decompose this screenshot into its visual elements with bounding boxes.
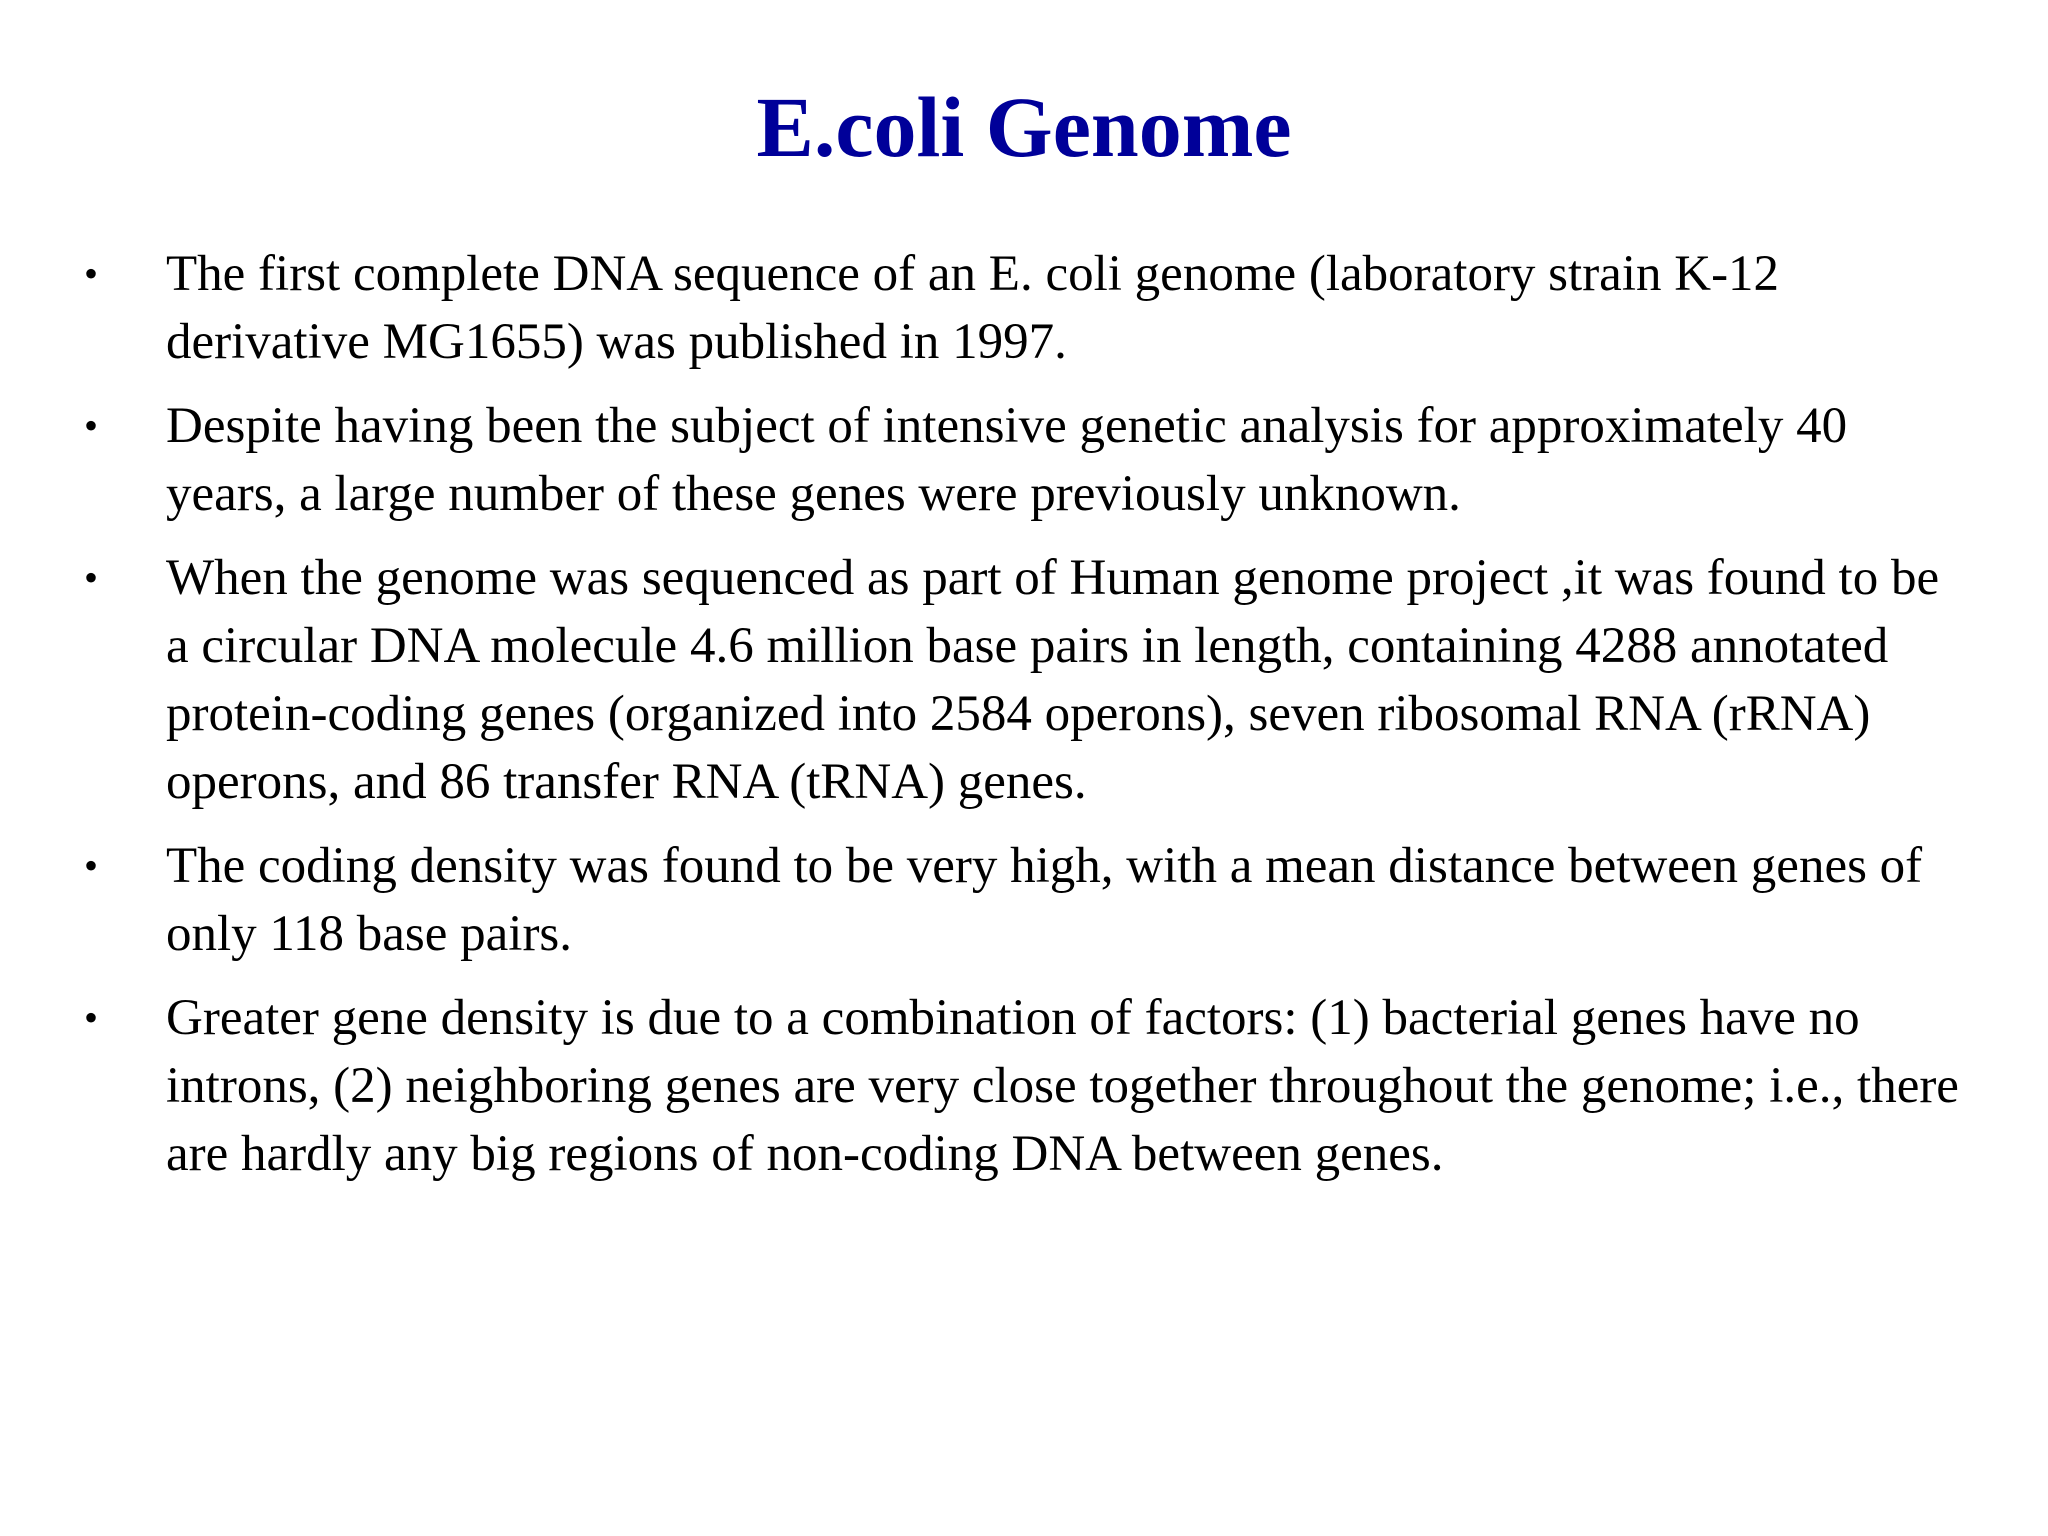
bullet-text: When the genome was sequenced as part of Human genome project ,it was found to be a circular DNA molecule 4.6 million base pairs in length, containing 4288 annotated protein-coding genes (organized into 2584 operons), seven ribosomal RNA (rRNA) operons, and 86 transfer RNA (tRNA) genes. [166,550,1940,810]
bullet-item [0,984,1966,1188]
bullet-item [0,240,1966,376]
bullet-text: The coding density was found to be very high, with a mean distance between genes of only 118 base pairs. [166,838,1923,962]
bullet-marker: • [84,995,99,1040]
bullet-marker: • [84,555,99,600]
bullet-marker: • [84,251,99,296]
bullet-marker: • [84,403,99,448]
bullet-item [0,392,1966,528]
bullet-text: Greater gene density is due to a combination of factors: (1) bacterial genes have no introns, (2) neighboring genes are very close together throughout the genome; i.e., there are hardly any big regions of non-coding DNA between genes. [166,990,1959,1182]
bullet-text: The first complete DNA sequence of an E. coli genome (laboratory strain K-12 derivative MG1655) was published in 1997. [166,246,1780,370]
bullet-item [0,544,1966,816]
bullet-list [0,240,2048,1204]
slide-title: E.coli Genome [756,79,1292,175]
bullet-text: Despite having been the subject of intensive genetic analysis for approximately 40 years, a large number of these genes were previously unknown. [166,398,1848,522]
bullet-marker: • [84,843,99,888]
bullet-item [0,832,1966,968]
